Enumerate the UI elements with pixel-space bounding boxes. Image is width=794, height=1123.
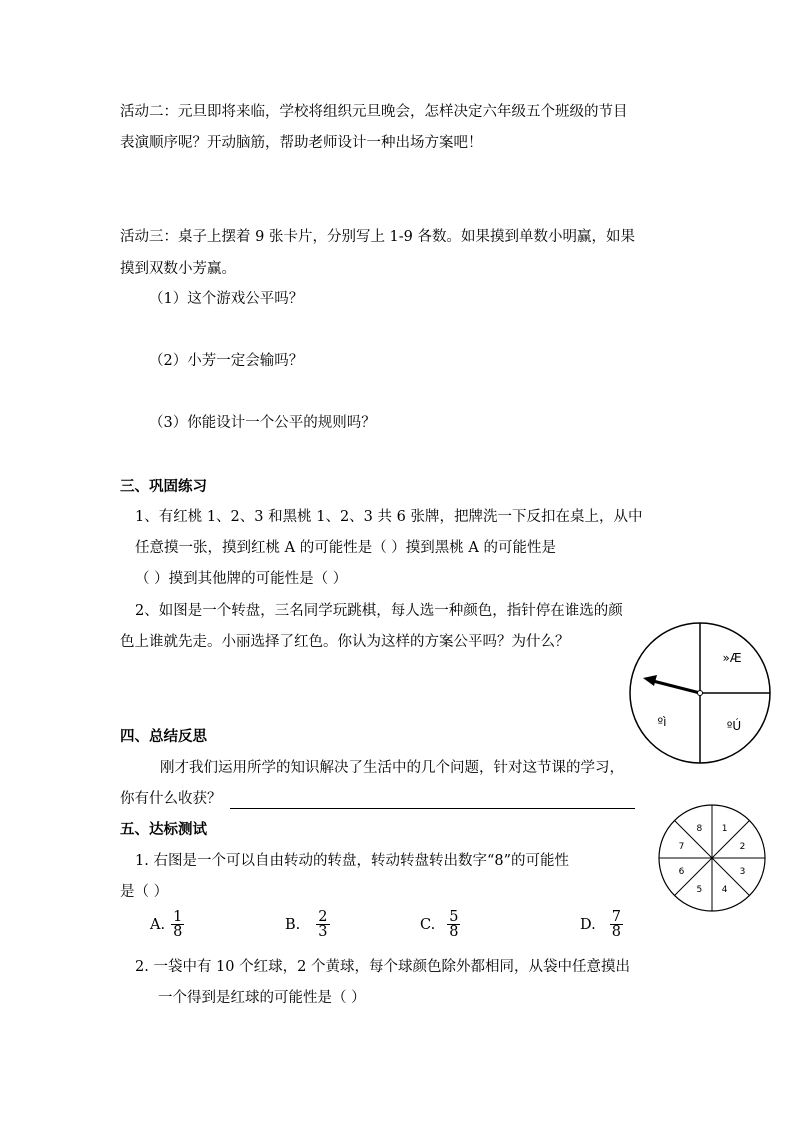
spinner-number: 6 bbox=[678, 867, 685, 878]
section5-q1-line2: 是（ ） bbox=[120, 884, 169, 900]
spinner-number: 7 bbox=[678, 841, 685, 852]
section5-q1-line1: 1. 右图是一个可以自由转动的转盘，转动转盘转出数字“8”的可能性 bbox=[135, 853, 569, 869]
option-a: A. $\frac{1}{8}$ bbox=[150, 909, 183, 940]
option-d: D. $\frac{7}{8}$ bbox=[580, 909, 621, 940]
answer-underline bbox=[230, 792, 635, 809]
activity3-q1: （1）这个游戏公平吗？ bbox=[149, 291, 304, 307]
option-c: C. $\frac{5}{8}$ bbox=[420, 909, 459, 940]
activity3-q2: （2）小芳一定会输吗？ bbox=[149, 353, 304, 369]
fraction: $\frac{7}{8}$ bbox=[611, 909, 621, 940]
section4-line1: 刚才我们运用所学的知识解决了生活中的几个问题，针对这节课的学习， bbox=[160, 760, 624, 776]
activity2-line1: 活动二：元旦即将来临，学校将组织元旦晚会，怎样决定六年级五个班级的节目 bbox=[120, 104, 628, 120]
fraction: $\frac{5}{8}$ bbox=[449, 909, 459, 940]
spinner-number: 2 bbox=[739, 841, 746, 852]
spinner-pointer bbox=[653, 681, 700, 693]
spinner-number: 1 bbox=[721, 824, 728, 834]
section3-p1-line1: 1、有红桃 1、2、3 和黑桃 1、2、3 共 6 张牌，把牌洗一下反扣在桌上，从中 bbox=[135, 509, 643, 525]
section3-p1-line2: 任意摸一张，摸到红桃 A 的可能性是（ ）摸到黑桃 A 的可能性是 bbox=[135, 540, 556, 556]
section4-title: 四、总结反思 bbox=[120, 729, 207, 745]
activity3-q3: （3）你能设计一个公平的规则吗？ bbox=[149, 415, 376, 431]
spinner-label-black: ºÚ bbox=[726, 719, 742, 733]
section4-line2-row bbox=[120, 789, 635, 809]
section3-p2-line2: 色上谁就先走。小丽选择了红色。你认为这样的方案公平吗？为什么？ bbox=[120, 634, 570, 650]
activity3-line2: 摸到双数小芳赢。 bbox=[120, 261, 236, 277]
pointer-arrow-icon bbox=[643, 675, 657, 686]
number-spinner bbox=[656, 802, 768, 914]
spinner-number: 5 bbox=[696, 885, 703, 895]
activity2-line2: 表演顺序呢？开动脑筋，帮助老师设计一种出场方案吧！ bbox=[120, 135, 483, 151]
activity3-line1: 活动三：桌子上摆着 9 张卡片，分别写上 1-9 各数。如果摸到单数小明赢，如果 bbox=[120, 229, 636, 245]
section5-q2-line2: 一个得到是红球的可能性是（ ） bbox=[158, 990, 366, 1006]
fraction: $\frac{2}{3}$ bbox=[318, 909, 328, 940]
color-spinner bbox=[628, 620, 774, 766]
section3-p2-line1: 2、如图是一个转盘，三名同学玩跳棋，每人选一种颜色，指针停在谁选的颜 bbox=[135, 603, 623, 619]
spinner-label-red: ºì bbox=[657, 715, 667, 729]
section4-line2: 你有什么收获？ bbox=[120, 791, 222, 807]
spinner-number: 8 bbox=[696, 824, 703, 834]
section5-title: 五、达标测试 bbox=[120, 822, 207, 838]
section5-q2-line1: 2. 一袋中有 10 个红球，2 个黄球，每个球颜色除外都相同，从袋中任意摸出 bbox=[135, 959, 630, 975]
spinner-label-yellow: »Æ bbox=[722, 651, 742, 665]
option-b: B. $\frac{2}{3}$ bbox=[285, 909, 328, 940]
section3-p1-line3: （ ）摸到其他牌的可能性是（ ） bbox=[135, 571, 348, 587]
fraction: $\frac{1}{8}$ bbox=[173, 909, 183, 940]
section3-title: 三、巩固练习 bbox=[120, 479, 207, 495]
spinner-number: 4 bbox=[721, 885, 728, 895]
spinner-number: 3 bbox=[739, 867, 746, 878]
